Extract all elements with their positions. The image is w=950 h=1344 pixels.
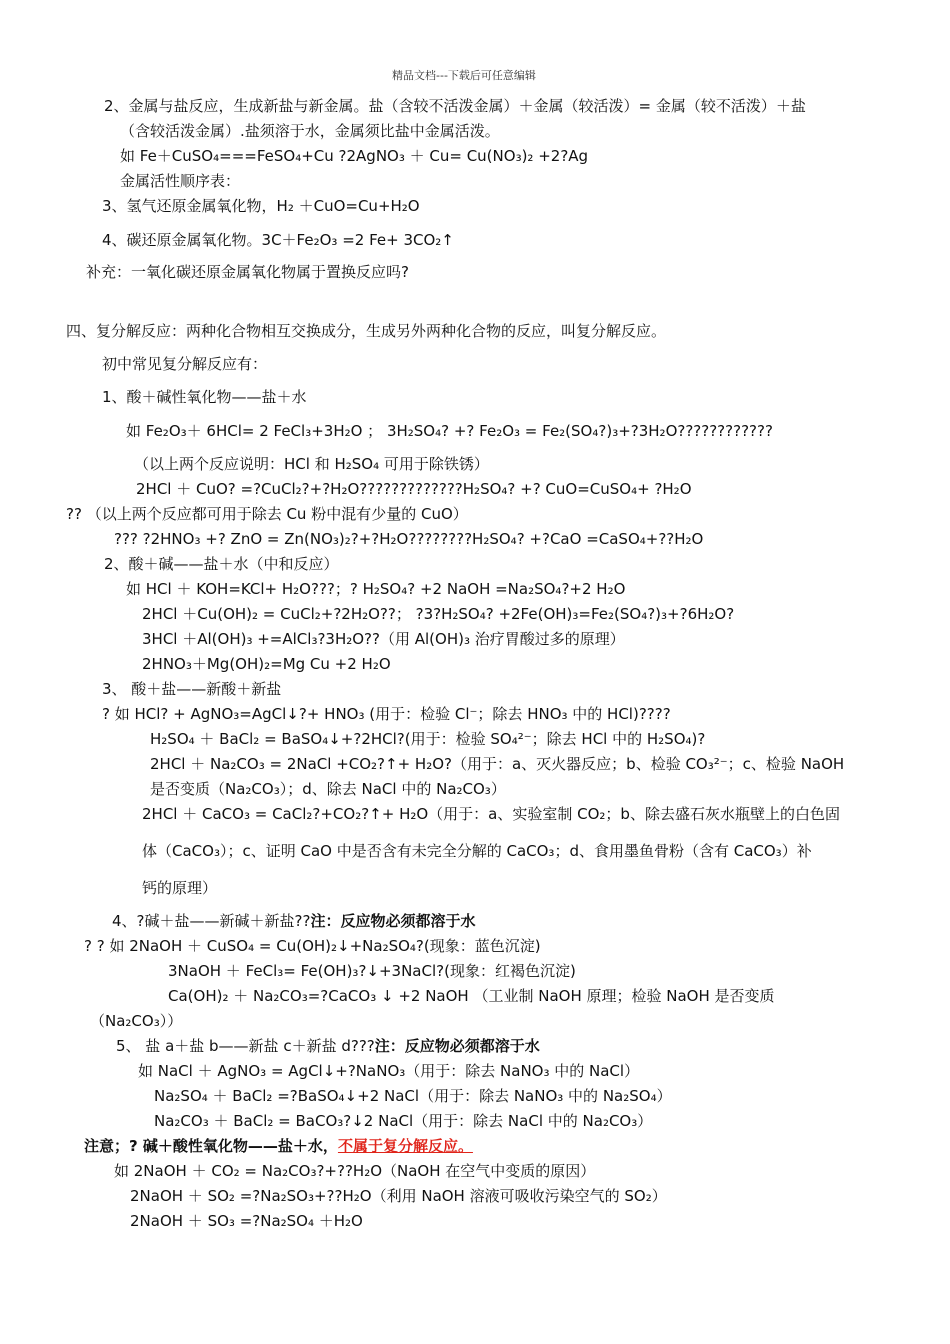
- text-line: 如 HCl ＋ KOH=KCl+ H₂O???；? H₂SO₄? +2 NaOH =Na₂SO₄?+2 H₂O: [126, 580, 626, 598]
- note-bold: 注：反应物必须都溶于水: [374, 1037, 540, 1055]
- text-line: 钙的原理）: [142, 879, 218, 897]
- text-line: ??? ?2HNO₃ +? ZnO = Zn(NO₃)₂?+?H₂O????????H₂SO₄? +?CaO =CaSO₄+??H₂O: [114, 530, 704, 548]
- text-line: 如 Fe₂O₃＋ 6HCl= 2 FeCl₃+3H₂O ； 3H₂SO₄? +? Fe₂O₃ = Fe₂(SO₄?)₃+?3H₂O????????????: [126, 422, 773, 440]
- page-header: 精品文档---下载后可任意编辑: [392, 69, 536, 82]
- text-line: （含较活泼金属）.盐须溶于水，金属须比盐中金属活泼。: [120, 122, 500, 140]
- subsection-title: 5、 盐 a＋盐 b——新盐 c＋新盐 d???: [116, 1037, 375, 1055]
- text-line: 如 NaCl ＋ AgNO₃ = AgCl↓+?NaNO₃（用于：除去 NaNO₃ 中的 NaCl）: [138, 1062, 640, 1080]
- text-line: 是否变质（Na₂CO₃）；d、除去 NaCl 中的 Na₂CO₃）: [150, 780, 506, 798]
- text-line: 2、金属与盐反应，生成新盐与新金属。盐（含较不活泼金属）＋金属（较活泼）= 金属（较不活泼）＋盐: [104, 97, 806, 115]
- text-line: （以上两个反应说明：HCl 和 H₂SO₄ 可用于除铁锈）: [134, 455, 489, 473]
- text-line: 2HCl ＋ CuO? =?CuCl₂?+?H₂O?????????????H₂SO₄? +? CuO=CuSO₄+ ?H₂O: [136, 480, 692, 498]
- text-line: 2、酸＋碱——盐＋水（中和反应）: [104, 555, 339, 573]
- note-bold: 注：反应物必须都溶于水: [310, 912, 476, 930]
- text-line: Ca(OH)₂ ＋ Na₂CO₃=?CaCO₃ ↓ +2 NaOH （工业制 NaOH 原理；检验 NaOH 是否变质: [168, 987, 775, 1005]
- text-line: 体（CaCO₃）；c、证明 CaO 中是否含有未完全分解的 CaCO₃；d、食用墨鱼骨粉（含有 CaCO₃）补: [142, 842, 812, 860]
- text-line: Na₂SO₄ ＋ BaCl₂ =?BaSO₄↓+2 NaCl（用于：除去 NaNO₃ 中的 Na₂SO₄）: [154, 1087, 672, 1105]
- text-line: 3、 酸＋盐——新酸＋新盐: [102, 680, 282, 698]
- text-line: 2HCl ＋ CaCO₃ = CaCl₂?+CO₂?↑+ H₂O（用于：a、实验室制 CO₂；b、除去盛石灰水瓶壁上的白色固: [142, 805, 840, 823]
- text-line: 如 2NaOH ＋ CO₂ = Na₂CO₃?+??H₂O（NaOH 在空气中变质的原因）: [114, 1162, 596, 1180]
- text-line: 3NaOH ＋ FeCl₃= Fe(OH)₃?↓+3NaCl?(现象：红褐色沉淀): [168, 962, 576, 980]
- text-line: H₂SO₄ ＋ BaCl₂ = BaSO₄↓+?2HCl?(用于：检验 SO₄²⁻；除去 HCl 中的 H₂SO₄)?: [150, 730, 706, 748]
- text-line: 2HCl ＋ Na₂CO₃ = 2NaCl +CO₂?↑+ H₂O?（用于：a、灭火器反应；b、检验 CO₃²⁻；c、检验 NaOH: [150, 755, 845, 773]
- text-line: Na₂CO₃ ＋ BaCl₂ = BaCO₃?↓2 NaCl（用于：除去 NaCl 中的 Na₂CO₃）: [154, 1112, 653, 1130]
- text-line: [112, 911, 475, 931]
- text-line: 2NaOH ＋ SO₂ =?Na₂SO₃+??H₂O（利用 NaOH 溶液可吸收污染空气的 SO₂）: [130, 1187, 667, 1205]
- text-line: [116, 1036, 540, 1056]
- text-line: 如 Fe＋CuSO₄===FeSO₄+Cu ?2AgNO₃ ＋ Cu= Cu(NO₃)₂ +2?Ag: [120, 147, 589, 165]
- note-line: [84, 1136, 473, 1156]
- text-line: ? ? 如 2NaOH ＋ CuSO₄ = Cu(OH)₂↓+Na₂SO₄?(现象：蓝色沉淀): [84, 937, 541, 955]
- subsection-title: 4、?碱＋盐——新碱＋新盐??: [112, 912, 311, 930]
- text-line: （Na₂CO₃））: [90, 1012, 183, 1030]
- text-line: 1、酸＋碱性氧化物——盐＋水: [102, 388, 307, 406]
- note-bold: 注意；? 碱＋酸性氧化物——盐＋水，: [84, 1137, 338, 1155]
- text-line: ? 如 HCl? + AgNO₃=AgCl↓?+ HNO₃ (用于：检验 Cl⁻；除去 HNO₃ 中的 HCl)????: [102, 705, 671, 723]
- text-line: 3HCl ＋Al(OH)₃ +=AlCl₃?3H₂O??（用 Al(OH)₃ 治疗胃酸过多的原理）: [142, 630, 625, 648]
- text-line: 初中常见复分解反应有：: [102, 355, 268, 373]
- text-line: 4、碳还原金属氧化物。3C＋Fe₂O₃ =2 Fe+ 3CO₂↑: [102, 231, 454, 249]
- text-line: 3、氢气还原金属氧化物，H₂ ＋CuO=Cu+H₂O: [102, 197, 420, 215]
- text-line: 2HNO₃＋Mg(OH)₂=Mg Cu +2 H₂O: [142, 655, 391, 673]
- text-line: ?? （以上两个反应都可用于除去 Cu 粉中混有少量的 CuO）: [66, 505, 468, 523]
- text-line: 补充：一氧化碳还原金属氧化物属于置换反应吗?: [86, 263, 409, 281]
- section-heading: 四、复分解反应：两种化合物相互交换成分，生成另外两种化合物的反应，叫复分解反应。: [66, 322, 667, 340]
- note-highlight: 不属于复分解反应。: [337, 1137, 473, 1155]
- text-line: 2NaOH ＋ SO₃ =?Na₂SO₄ ＋H₂O: [130, 1212, 363, 1230]
- text-line: 2HCl ＋Cu(OH)₂ = CuCl₂+?2H₂O??； ?3?H₂SO₄? +2Fe(OH)₃=Fe₂(SO₄?)₃+?6H₂O?: [142, 605, 735, 623]
- text-line: 金属活性顺序表：: [120, 172, 241, 190]
